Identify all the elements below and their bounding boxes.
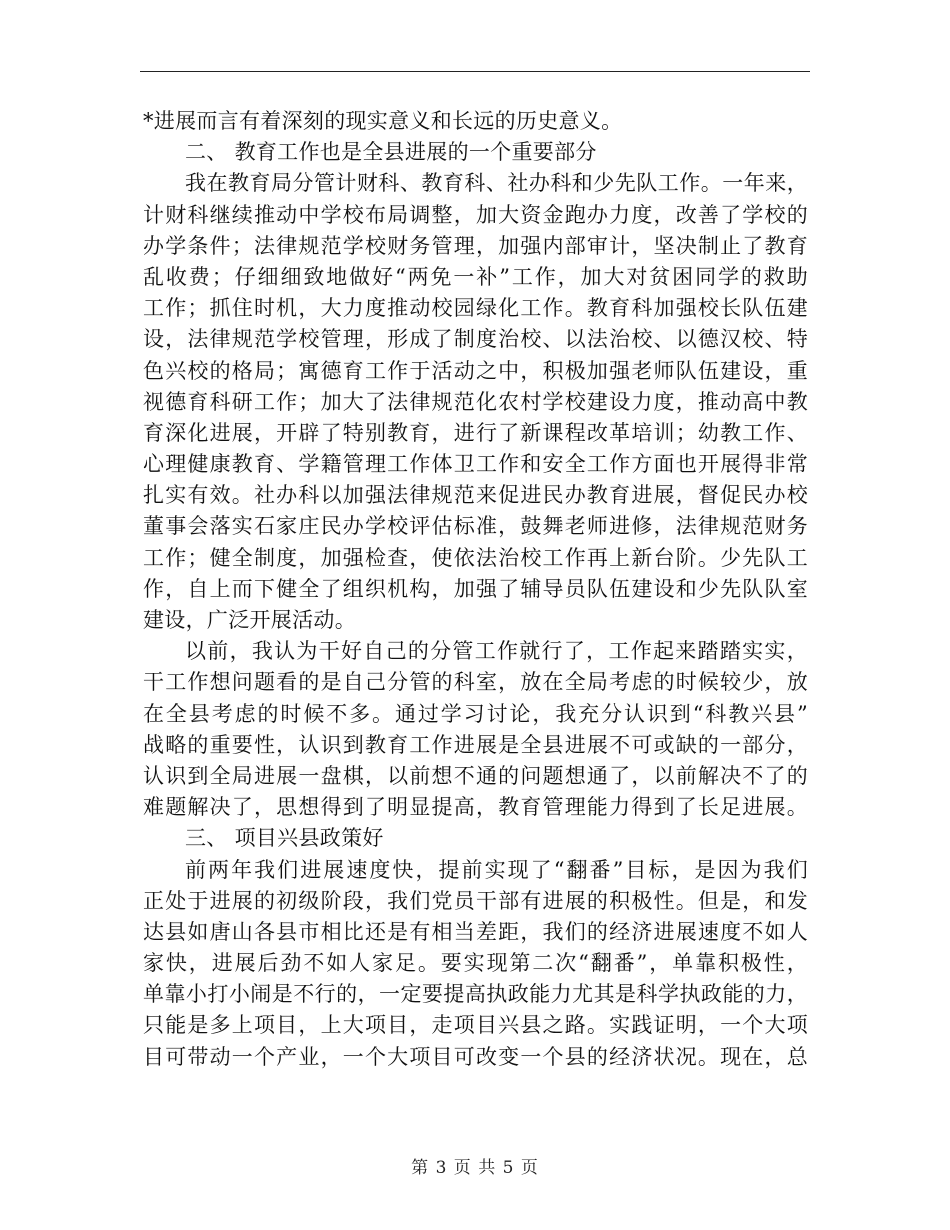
text-line: 育深化进展，开辟了特别教育，进行了新课程改革培训；幼教工作、 (143, 420, 808, 445)
text-line: 战略的重要性，认识到教育工作进展是全县进展不可或缺的一部分， (143, 732, 808, 757)
document-body (143, 106, 808, 1073)
text-line: 工作；健全制度，加强检查，使依法治校工作再上新台阶。少先队工 (143, 545, 808, 570)
text-line: *进展而言有着深刻的现实意义和长远的历史意义。 (143, 109, 623, 133)
text-line: 心理健康教育、学籍管理工作体卫工作和安全工作方面也开展得非常 (143, 452, 808, 477)
page-footer: 第 3 页 共 5 页 (411, 1158, 539, 1178)
text-line: 单靠小打小闹是不行的，一定要提高执政能力尤其是科学执政能的力， (143, 982, 808, 1007)
text-line: 扎实有效。社办科以加强法律规范来促进民办教育进展，督促民办校 (143, 483, 808, 508)
text-line: 工作；抓住时机，大力度推动校园绿化工作。教育科加强校长队伍建 (143, 296, 808, 321)
text-line: 董事会落实石家庄民办学校评估标准，鼓舞老师进修，法律规范财务 (143, 514, 808, 539)
text-line: 我在教育局分管计财科、教育科、社办科和少先队工作。一年来， (185, 171, 808, 196)
text-line: 认识到全局进展一盘棋，以前想不通的问题想通了，以前解决不了的 (143, 763, 808, 788)
text-line: 家快，进展后劲不如人家足。要实现第二次“翻番”，单靠积极性， (143, 951, 808, 976)
text-line: 以前，我认为干好自己的分管工作就行了，工作起来踏踏实实， (185, 639, 808, 664)
text-line: 干工作想问题看的是自己分管的科室，放在全局考虑的时候较少，放 (143, 670, 808, 695)
text-line: 建设，广泛开展活动。 (143, 608, 356, 632)
text-line: 正处于进展的初级阶段，我们党员干部有进展的积极性。但是，和发 (143, 888, 808, 913)
text-line: 计财科继续推动中学校布局调整，加大资金跑办力度，改善了学校的 (143, 202, 808, 227)
text-line: 达县如唐山各县市相比还是有相当差距，我们的经济进展速度不如人 (143, 919, 808, 944)
text-line: 难题解决了，思想得到了明显提高，教育管理能力得到了长足进展。 (143, 795, 808, 820)
text-line: 乱收费；仔细细致地做好“两免一补”工作，加大对贫困同学的救助 (143, 264, 808, 289)
text-line: 只能是多上项目，上大项目，走项目兴县之路。实践证明，一个大项 (143, 1013, 808, 1038)
text-line: 办学条件；法律规范学校财务管理，加强内部审计，坚决制止了教育 (143, 233, 808, 258)
text-line: 三、 项目兴县政策好 (185, 826, 384, 851)
text-line: 目可带动一个产业，一个大项目可改变一个县的经济状况。现在，总 (143, 1044, 808, 1069)
text-line: 色兴校的格局；寓德育工作于活动之中，积极加强老师队伍建设，重 (143, 358, 808, 383)
text-line: 二、 教育工作也是全县进展的一个重要部分 (185, 140, 597, 165)
header-rule (140, 71, 810, 72)
text-line: 前两年我们进展速度快，提前实现了“翻番”目标，是因为我们 (185, 857, 808, 882)
text-line: 设，法律规范学校管理，形成了制度治校、以法治校、以德汉校、特 (143, 327, 808, 352)
text-line: 在全县考虑的时候不多。通过学习讨论，我充分认识到“科教兴县” (143, 701, 808, 726)
text-line: 视德育科研工作；加大了法律规范化农村学校建设力度，推动高中教 (143, 389, 808, 414)
text-line: 作，自上而下健全了组织机构，加强了辅导员队伍建设和少先队队室 (143, 576, 808, 601)
